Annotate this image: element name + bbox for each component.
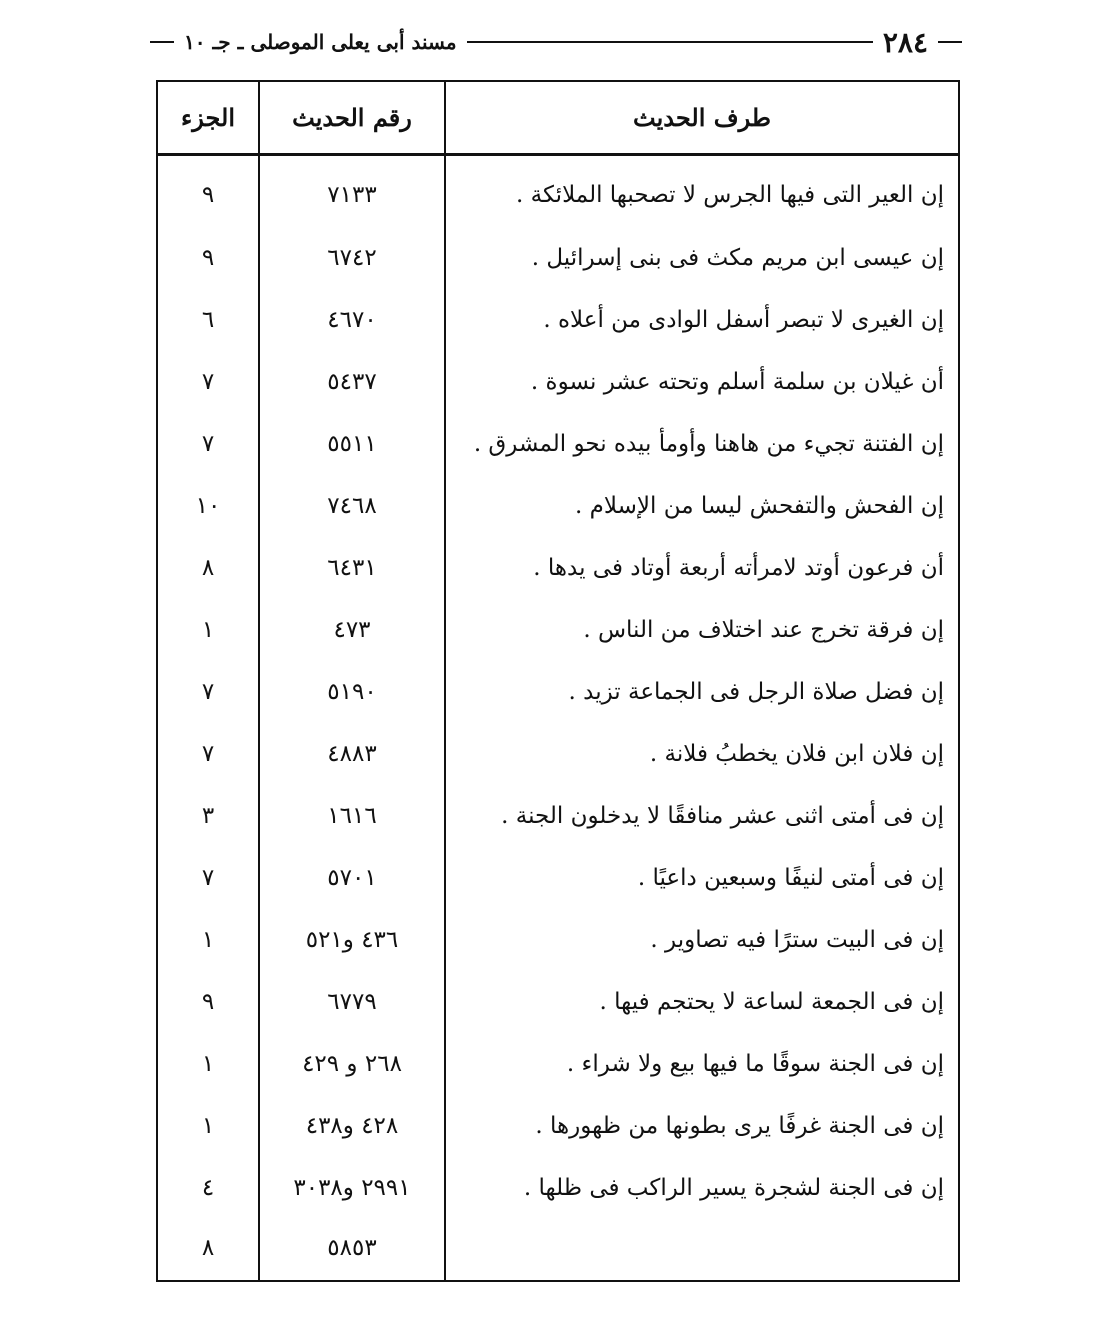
volume-cell: ٦ [157, 289, 259, 351]
hadith-number-cell: ٧٤٦٨ [259, 475, 445, 537]
page-number: ٢٨٤ [882, 25, 928, 59]
hadith-text-cell: إن فرقة تخرج عند اختلاف من الناس . [445, 599, 959, 661]
hadith-text-cell: إن الفحش والتفحش ليسا من الإسلام . [445, 475, 959, 537]
volume-cell: ٩ [157, 227, 259, 289]
volume-cell: ٣ [157, 785, 259, 847]
table-row [157, 413, 959, 475]
column-header-hadith-number: رقم الحديث [259, 81, 445, 155]
volume-cell: ٧ [157, 661, 259, 723]
header-rule-left [150, 41, 174, 43]
hadith-text-cell: إن فى الجنة لشجرة يسير الراكب فى ظلها . [445, 1157, 959, 1219]
column-header-volume: الجزء [157, 81, 259, 155]
volume-cell: ١ [157, 1033, 259, 1095]
hadith-number-cell: ٥٧٠١ [259, 847, 445, 909]
table-row [157, 351, 959, 413]
hadith-number-cell: ٥٥١١ [259, 413, 445, 475]
hadith-number-cell: ٦٤٣١ [259, 537, 445, 599]
table-row [157, 785, 959, 847]
volume-cell: ٩ [157, 155, 259, 228]
table-row [157, 909, 959, 971]
hadith-number-cell: ٢٩٩١ و٣٠٣٨ [259, 1157, 445, 1219]
volume-cell: ٧ [157, 413, 259, 475]
volume-cell: ٧ [157, 351, 259, 413]
header-rule-middle [467, 41, 873, 43]
table-row [157, 1095, 959, 1157]
volume-cell: ١ [157, 599, 259, 661]
hadith-text-cell: إن الفتنة تجيء من هاهنا وأومأ بيده نحو المشرق . [445, 413, 959, 475]
table-row [157, 537, 959, 599]
hadith-text-cell: إن العير التى فيها الجرس لا تصحبها الملائكة . [445, 155, 959, 228]
table-row [157, 289, 959, 351]
hadith-number-cell: ٤٦٧٠ [259, 289, 445, 351]
hadith-number-cell: ٤٣٦ و٥٢١ [259, 909, 445, 971]
table-row [157, 723, 959, 785]
hadith-number-cell: ٥٨٥٣ [259, 1219, 445, 1281]
volume-cell: ٧ [157, 847, 259, 909]
hadith-text-cell: إن فلان ابن فلان يخطبُ فلانة . [445, 723, 959, 785]
volume-cell: ١ [157, 909, 259, 971]
table-row [157, 475, 959, 537]
table-row [157, 227, 959, 289]
hadith-text-cell: إن الغيرى لا تبصر أسفل الوادى من أعلاه . [445, 289, 959, 351]
table-row [157, 599, 959, 661]
hadith-number-cell: ٥١٩٠ [259, 661, 445, 723]
hadith-number-cell: ٤٢٨ و٤٣٨ [259, 1095, 445, 1157]
volume-cell: ١ [157, 1095, 259, 1157]
table-row [157, 971, 959, 1033]
hadith-text-cell: إن فى الجنة غرفًا يرى بطونها من ظهورها . [445, 1095, 959, 1157]
volume-cell: ٨ [157, 537, 259, 599]
hadith-text-cell: إن فى الجمعة لساعة لا يحتجم فيها . [445, 971, 959, 1033]
column-header-hadith-text: طرف الحديث [445, 81, 959, 155]
header-rule-right [938, 41, 962, 43]
table-header-row [157, 81, 959, 155]
hadith-text-cell: إن فى أمتى اثنى عشر منافقًا لا يدخلون الجنة . [445, 785, 959, 847]
hadith-text-cell: إن فى أمتى لنيفًا وسبعين داعيًا . [445, 847, 959, 909]
volume-cell: ٩ [157, 971, 259, 1033]
table-row [157, 1157, 959, 1219]
table-row [157, 661, 959, 723]
volume-cell: ٤ [157, 1157, 259, 1219]
hadith-number-cell: ٤٧٣ [259, 599, 445, 661]
hadith-index-table [156, 80, 960, 1282]
hadith-text-cell: أن فرعون أوتد لامرأته أربعة أوتاد فى يدها . [445, 537, 959, 599]
hadith-text-cell: إن فضل صلاة الرجل فى الجماعة تزيد . [445, 661, 959, 723]
table-row [157, 847, 959, 909]
running-title: مسند أبى يعلى الموصلى ـ جـ ١٠ [184, 30, 457, 54]
hadith-number-cell: ٦٧٧٩ [259, 971, 445, 1033]
volume-cell: ٧ [157, 723, 259, 785]
table-row [157, 1033, 959, 1095]
hadith-text-cell: إن عيسى ابن مريم مكث فى بنى إسرائيل . [445, 227, 959, 289]
hadith-number-cell: ٢٦٨ و ٤٢٩ [259, 1033, 445, 1095]
hadith-number-cell: ٥٤٣٧ [259, 351, 445, 413]
table-body [157, 155, 959, 1282]
table-row [157, 155, 959, 228]
table-row [157, 1219, 959, 1281]
volume-cell: ١٠ [157, 475, 259, 537]
hadith-number-cell: ٦٧٤٢ [259, 227, 445, 289]
volume-cell: ٨ [157, 1219, 259, 1281]
hadith-text-cell [445, 1219, 959, 1281]
hadith-text-cell: إن فى الجنة سوقًا ما فيها بيع ولا شراء . [445, 1033, 959, 1095]
hadith-number-cell: ١٦١٦ [259, 785, 445, 847]
hadith-text-cell: إن فى البيت سترًا فيه تصاوير . [445, 909, 959, 971]
page-header [150, 26, 962, 58]
hadith-number-cell: ٧١٣٣ [259, 155, 445, 228]
hadith-text-cell: أن غيلان بن سلمة أسلم وتحته عشر نسوة . [445, 351, 959, 413]
hadith-number-cell: ٤٨٨٣ [259, 723, 445, 785]
